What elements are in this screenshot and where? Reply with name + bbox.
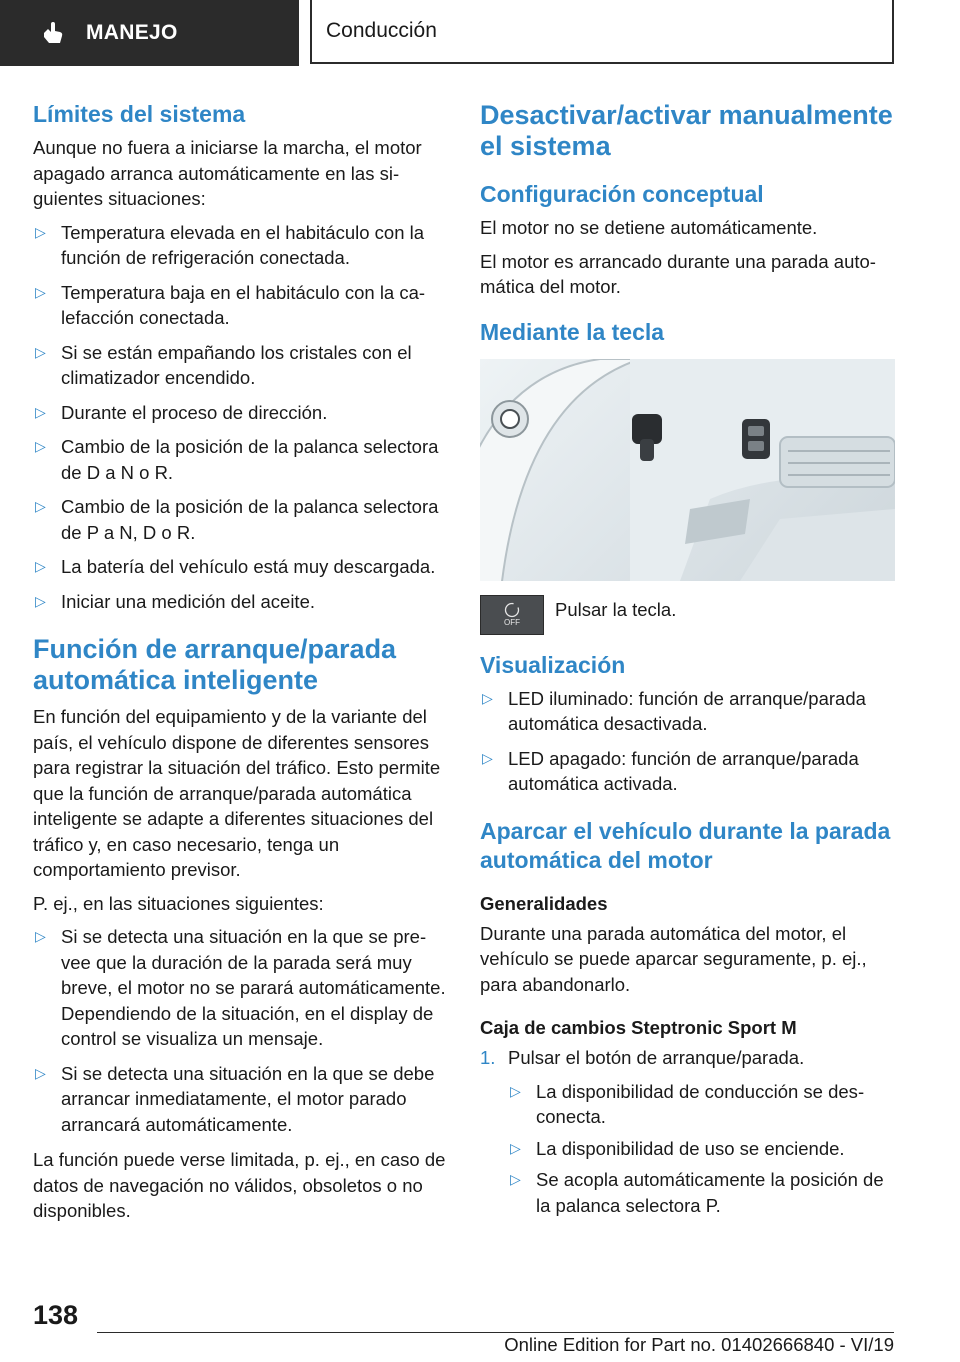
list-item: ▷ Cambio de la posición de la palanca selectora de P a N, D o R. [35,496,439,543]
edition-note: Online Edition for Part no. 01402666840 - VI/19 [504,1334,894,1355]
list-item: ▷ Iniciar una medición del aceite. [35,590,316,612]
triangle-bullet-icon: ▷ [35,403,46,420]
triangle-bullet-icon: ▷ [35,343,46,360]
triangle-bullet-icon: ▷ [35,498,46,514]
list-item: ▷ La disponibilidad de uso se enciende. [510,1137,845,1159]
triangle-bullet-icon: ▷ [35,283,46,300]
list-item: ▷ La batería del vehículo está muy descargada. [35,556,436,577]
list-item: ▷ Cambio de la posición de la palanca selectora de D a N o R. [35,436,439,483]
limits-list [33,220,448,615]
concept-text-2: El motor es arrancado durante una parada automática del motor. [480,250,876,297]
list-item: ▷ Si se detecta una situación en la que se debe arrancar inmediatamente, el motor parado arrancará automáticamente. [35,1062,435,1135]
footer-rule [97,1332,894,1333]
limits-heading: Límites del sistema [33,101,246,127]
cockpit-photo [480,359,895,581]
key-label-off: OFF [504,618,520,627]
step-sublist [508,1079,896,1219]
header-section-tab [0,0,299,66]
step-item [480,1045,896,1218]
steps-list [480,1045,896,1218]
triangle-bullet-icon: ▷ [510,1139,521,1156]
step-number: 1. [480,1047,496,1068]
steering-hand-icon [38,19,66,47]
list-item: ▷ Se acopla automáticamente la posición de la palanca selectora P. [510,1169,884,1216]
list-item: ▷ Si se están empañando los cristales con el climatizador encendido. [35,341,412,388]
key-instruction [480,595,896,635]
page-number: 138 [33,1300,79,1330]
list-item: ▷ Temperatura baja en el habitáculo con la calefacción conectada. [35,281,426,328]
right-column [480,100,896,1228]
triangle-bullet-icon: ▷ [35,223,46,240]
display-list [480,686,896,797]
key-heading: Mediante la tecla [480,318,665,345]
list-item: ▷ LED apagado: función de arranque/parada automática activada. [482,747,859,794]
triangle-bullet-icon: ▷ [482,749,493,766]
triangle-bullet-icon: ▷ [35,1064,46,1081]
concept-heading: Configuración conceptual [480,181,764,207]
general-text: Durante una parada automática del motor, el vehículo se puede aparcar seguramente, p. ej., para abandonarlo. [480,922,867,995]
display-heading: Visualización [480,651,626,678]
triangle-bullet-icon: ▷ [35,558,46,574]
smart-function-lead: P. ej., en las situaciones siguientes: [33,892,324,914]
triangle-bullet-icon: ▷ [35,438,46,454]
auto-start-stop-icon [504,602,520,618]
triangle-bullet-icon: ▷ [35,928,46,944]
chapter-title: Conducción [326,19,437,42]
manual-toggle-heading: Desactivar/activar manualmente el sistema [480,100,893,161]
list-item: ▷ Si se detecta una situación en la que se prevee que la duración de la parada será muy breve, el motor no se parará automáticamente. Dependiendo de la situación, en el display de control se visualiza un mensaje. [35,926,446,1049]
step-text: Pulsar el botón de arranque/parada. [508,1047,805,1068]
list-item: ▷ LED iluminado: función de arranque/parada automática desactivada. [482,687,866,734]
list-item: ▷ La disponibilidad de conducción se desconecta. [510,1080,865,1127]
smart-function-heading: Función de arranque/parada automática inteligente [33,634,397,695]
general-heading: Generalidades [480,892,608,914]
list-item: ▷ Temperatura elevada en el habitáculo con la función de refrigeración conectada. [35,221,425,268]
concept-text-1: El motor no se detiene automáticamente. [480,217,818,238]
gearbox-heading: Caja de cambios Steptronic Sport M [480,1017,797,1038]
header-chapter-box [310,0,894,64]
park-heading: Aparcar el vehículo durante la parada automática del motor [480,817,891,873]
smart-function-note: La función puede verse limitada, p. ej., en caso de datos de navegación no válidos, obsoletos o no disponibles. [33,1149,446,1221]
smart-list [33,924,448,1137]
limits-intro: Aunque no fuera a iniciarse la marcha, el motor apagado arranca automáticamente en las siguientes situaciones: [33,137,422,209]
triangle-bullet-icon: ▷ [510,1082,521,1099]
auto-start-stop-off-button-icon [480,595,544,635]
list-item: ▷ Durante el proceso de dirección. [35,401,328,423]
section-title: MANEJO [86,21,178,44]
smart-function-text: En función del equipamiento y de la variante del país, el vehículo dispone de diferentes sensores para registrar la situación del tráfico. Esto permite que la función de arranque/parada automática inteligente se adapte a diferentes situaciones del tráfico y, en caso necesario, tenga un comportamiento previsor. [33,706,441,880]
triangle-bullet-icon: ▷ [482,689,493,706]
left-column [33,100,448,1232]
key-instruction-text: Pulsar la tecla. [555,598,677,620]
triangle-bullet-icon: ▷ [35,592,46,609]
triangle-bullet-icon: ▷ [510,1171,521,1187]
